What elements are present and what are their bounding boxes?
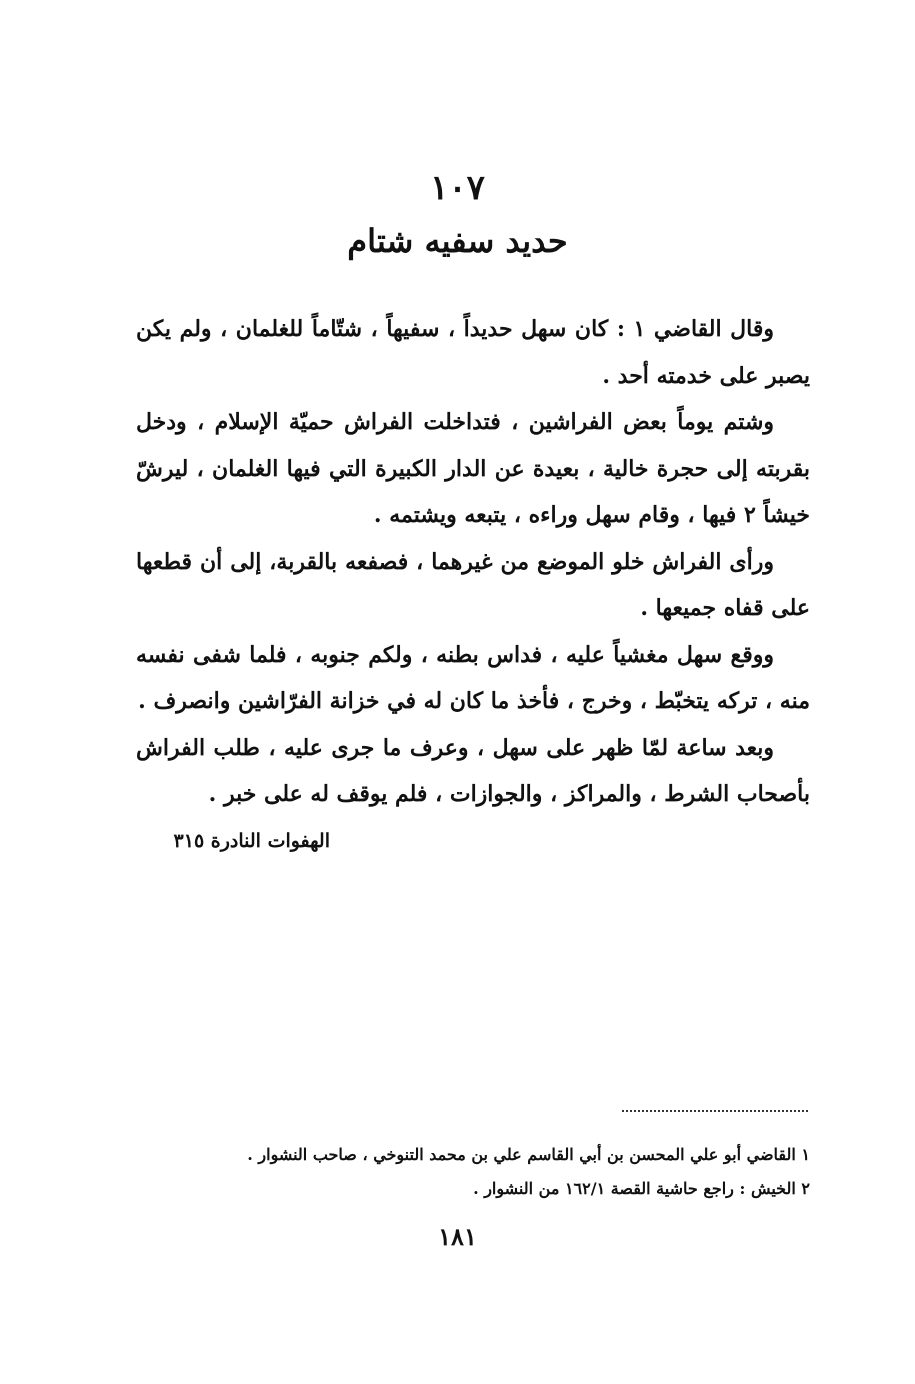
paragraph: وشتم يوماً بعض الفراشين ، فتداخلت الفراش حميّة الإسلام ، ودخل بقربته إلى حجرة خالية ، بعيدة عن الدار الكبيرة التي فيها الغلمان ، ليرشّ خيشاً ٢ فيها ، وقام سهل وراءه ، يتبعه ويشتمه .: [136, 409, 810, 528]
footnote-divider: [622, 1110, 808, 1112]
paragraph: وقال القاضي ١ : كان سهل حديداً ، سفيهاً ، شتّاماً للغلمان ، ولم يكن يصبر على خدمته أحد .: [136, 316, 810, 389]
page-number: ١٨١: [438, 1222, 477, 1251]
paragraph: ورأى الفراش خلو الموضع من غيرهما ، فصفعه بالقربة، إلى أن قطعها على قفاه جميعها .: [136, 548, 810, 621]
footnote: ١ القاضي أبو علي المحسن بن أبي القاسم علي بن محمد التنوخي ، صاحب النشوار .: [247, 1145, 810, 1164]
paragraph: ووقع سهل مغشياً عليه ، فداس بطنه ، ولكم جنوبه ، فلما شفى نفسه منه ، تركه يتخبّط ، وخرج ، فأخذ ما كان له في خزانة الفرّاشين وانصرف .: [136, 641, 810, 714]
source-reference: الهفوات النادرة ٣١٥: [173, 830, 330, 852]
story-body: [136, 306, 810, 818]
story-title: حديد سفيه شتام: [347, 222, 568, 260]
paragraph: وبعد ساعة لمّا ظهر على سهل ، وعرف ما جرى عليه ، طلب الفراش بأصحاب الشرط ، والمراكز ، والجوازات ، فلم يوقف له على خبر .: [136, 734, 810, 807]
footnotes: [240, 1138, 810, 1206]
story-number: ١٠٧: [430, 168, 485, 208]
footnote: ٢ الخيش : راجع حاشية القصة ١٦٢/١ من النشوار .: [473, 1179, 810, 1198]
